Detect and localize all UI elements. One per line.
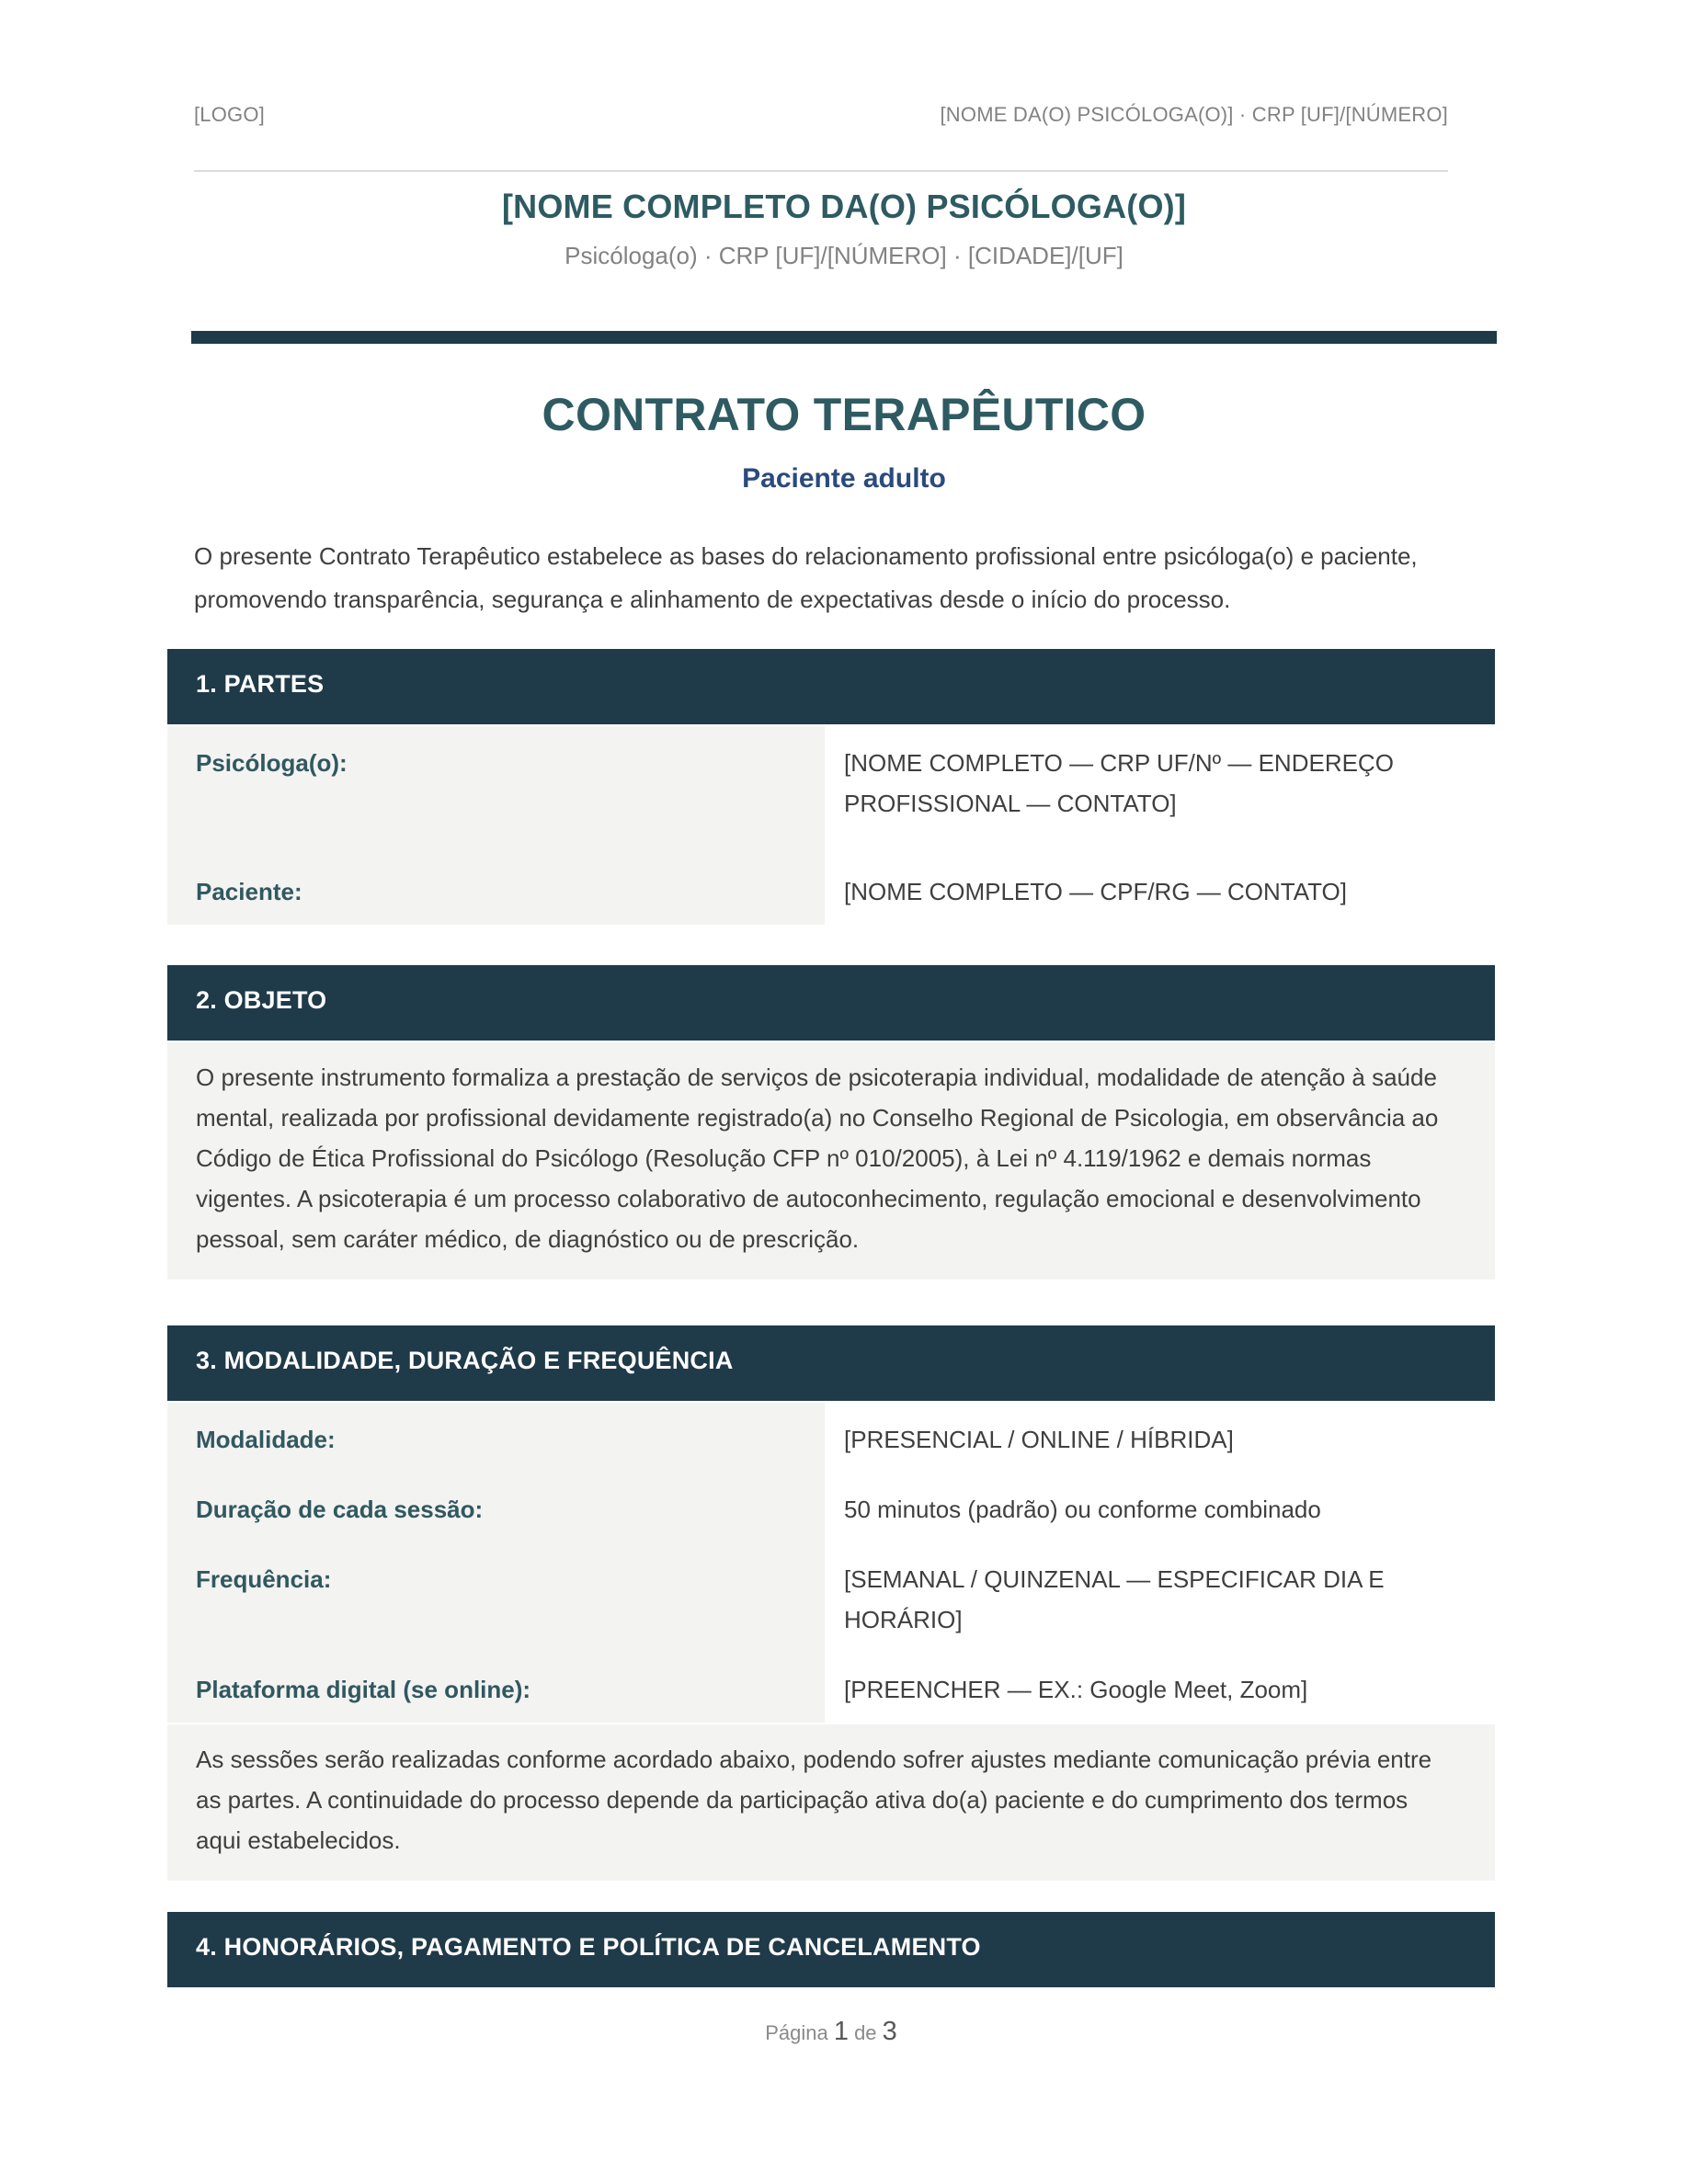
sessoes-note-paragraph: As sessões serão realizadas conforme acordado abaixo, podendo sofrer ajustes mediante comunicação prévia entre as partes. A continuidade do processo depende da participação ativa do(a) paciente e do cumprimento dos termos aqui estabelecidos. [167, 1724, 1495, 1881]
label-frequencia: Frequência: [167, 1542, 825, 1653]
value-psicologa: [NOME COMPLETO — CRP UF/Nº — ENDEREÇO PROFISSIONAL — CONTATO] [825, 726, 1495, 855]
value-modalidade: [PRESENCIAL / ONLINE / HÍBRIDA] [825, 1403, 1495, 1473]
logo-placeholder: [LOGO] [194, 103, 265, 126]
footer-total-pages: 3 [882, 2017, 897, 2046]
objeto-paragraph: O presente instrumento formaliza a prestação de serviços de psicoterapia individual, modalidade de atenção à saúde mental, realizada por profissional devidamente registrado(a) no Conselho Regional de Psicologia, em observância ao Código de Ética Profissional do Psicólogo (Resolução CFP nº 010/2005), à Lei nº 4.119/1962 e demais normas vigentes. A psicoterapia é um processo colaborativo de autoconhecimento, regulação emocional e desenvolvimento pessoal, sem caráter médico, de diagnóstico ou de prescrição. [167, 1042, 1495, 1280]
section-2-header: 2. OBJETO [167, 965, 1495, 1041]
page-footer [167, 2017, 1495, 2047]
value-frequencia: [SEMANAL / QUINZENAL — ESPECIFICAR DIA E HORÁRIO] [825, 1542, 1495, 1653]
intro-paragraph: O presente Contrato Terapêutico estabelece as bases do relacionamento profissional entre psicóloga(o) e paciente, promovendo transparência, segurança e alinhamento de expectativas desde o início do processo. [194, 542, 1418, 613]
value-plataforma: [PREENCHER — EX.: Google Meet, Zoom] [825, 1653, 1495, 1723]
divider-bar [191, 331, 1497, 344]
label-plataforma: Plataforma digital (se online): [167, 1653, 825, 1723]
label-modalidade: Modalidade: [167, 1403, 825, 1473]
label-paciente: Paciente: [167, 855, 825, 925]
psychologist-name: [NOME COMPLETO DA(O) PSICÓLOGA(O)] [501, 188, 1187, 225]
letterhead [0, 188, 1688, 270]
footer-current-page: 1 [833, 2017, 849, 2046]
label-psicologa: Psicóloga(o): [167, 726, 825, 855]
section-4-header: 4. HONORÁRIOS, PAGAMENTO E POLÍTICA DE CANCELAMENTO [167, 1912, 1495, 1987]
section-1-header: 1. PARTES [167, 649, 1495, 724]
document-subtitle: Paciente adulto [742, 463, 946, 494]
header-divider-line [194, 170, 1448, 172]
value-paciente: [NOME COMPLETO — CPF/RG — CONTATO] [825, 855, 1495, 925]
section-3-header: 3. MODALIDADE, DURAÇÃO E FREQUÊNCIA [167, 1325, 1495, 1401]
label-duracao: Duração de cada sessão: [167, 1473, 825, 1542]
document-title: CONTRATO TERAPÊUTICO [542, 389, 1146, 440]
psychologist-credentials: Psicóloga(o) · CRP [UF]/[NÚMERO] · [CIDADE]/[UF] [565, 242, 1123, 269]
header-credential: [NOME DA(O) PSICÓLOGA(O)] · CRP [UF]/[NÚMERO] [940, 103, 1448, 126]
document-body [167, 535, 1495, 2047]
modalidade-table [167, 1403, 1495, 1723]
footer-word-page: Página [765, 2021, 834, 2044]
value-duracao: 50 minutos (padrão) ou conforme combinado [825, 1473, 1495, 1542]
parties-table [167, 726, 1495, 925]
footer-word-of: de [848, 2021, 883, 2044]
page-header [0, 0, 1688, 127]
